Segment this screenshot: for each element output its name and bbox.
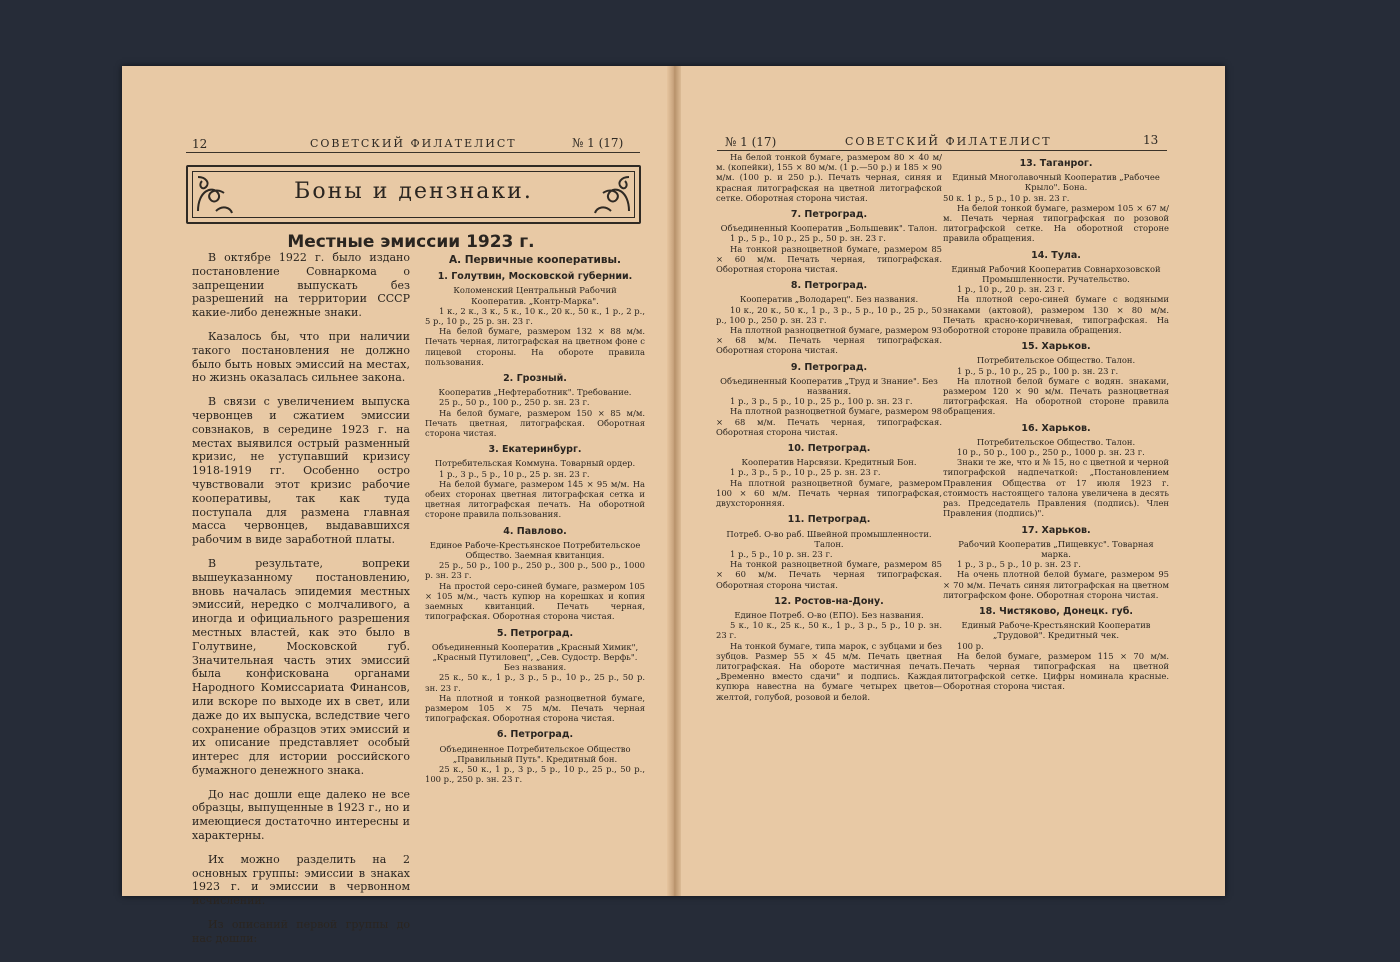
item-line: 1 к., 2 к., 3 к., 5 к., 10 к., 20 к., 50 к., 1 р., 2 р., 5 р., 10 р., 25 р. зн. 23 г.: [425, 305, 645, 327]
item-line: 100 р.: [957, 640, 984, 651]
page-number-left: 12: [192, 137, 208, 151]
item-line: Потребительское Общество. Талон.: [976, 355, 1136, 366]
item-description: [943, 620, 1169, 691]
item-line: 1 р., 3 р., 5 р., 10 р., 25 р. зн. 23 г.: [730, 467, 881, 478]
item-heading: 16. Харьков.: [1021, 422, 1091, 434]
banner-title: Боны и дензнаки.: [294, 179, 533, 204]
item-line: Единое Потреб. О-во (ЕПО). Без названия.: [734, 609, 924, 620]
item-line: На простой серо-синей бумаге, размером 105 × 105 м/м., часть купюр на корешках и копия заемных квитанций. Печать черная, типографская. Оборотная сторона чистая.: [425, 580, 645, 622]
item-line: Потреб. О-во раб. Швейной промышленности. Талон.: [726, 528, 932, 549]
item-line: Рабочий Кооператив „Пищевкус". Товарная марка.: [958, 538, 1154, 559]
item-line: Кооператив Нарсвязи. Кредитный Бон.: [741, 457, 917, 468]
item-line: Объединенный Кооператив „Труд и Знание". Без названия.: [720, 375, 938, 397]
magazine-spread: [122, 66, 1225, 945]
item-line: 25 р., 50 р., 100 р., 250 р., 300 р., 500 р., 1000 р. зн. 23 г.: [425, 560, 645, 581]
item-description: [716, 376, 942, 437]
item-line: На плотной серо-синей бумаге с водяными знаками (актовой), размером 130 × 80 м/м. Печать красно-коричневая, типографская. На оборотной стороне правила обращения.: [943, 294, 1169, 336]
article-paragraph: До нас дошли еще далеко не все образцы, выпущенные в 1923 г., но и имеющиеся достаточно интересны и характерны.: [192, 787, 410, 843]
catalog-items-left: [425, 272, 645, 784]
page-number-right: 13: [1143, 133, 1159, 147]
item-line: Единый Рабочий Кооператив Совнархозовской Промышленности. Ручательство.: [951, 263, 1161, 285]
item-line: Единый Многолавочный Кооператив „Рабочее Крыло". Бона.: [952, 172, 1160, 193]
article-paragraph: Из описаний первой группы до нас дошли:: [192, 918, 410, 945]
item-heading: 12. Ростов-на-Дону.: [774, 595, 884, 607]
item-line: Знаки те же, что и № 15, но с цветной и черной типографской надпечаткой: „Постановлением Правления Общества от 17 июля 1923 г. стоимость настоящего талона увеличена в десять раз. Председатель Правления (подпись). Член Правления (подпись)".: [943, 457, 1169, 519]
catalog-column-left-page: [425, 249, 645, 784]
item-line: 1 р., 3 р., 5 р., 10 р., 25 р., 100 р. зн. 23 г.: [730, 396, 913, 407]
item-line: Кооператив „Володарец". Без названия.: [739, 294, 919, 305]
right-page: [681, 66, 1225, 896]
item-line: 1 р., 5 р., 10 р. зн. 23 г.: [730, 548, 833, 559]
article-paragraph: Их можно разделить на 2 основных группы: эмиссии в знаках 1923 г. и эмиссии в червонном исчислении.: [192, 852, 410, 908]
item-line: 25 к., 50 к., 1 р., 3 р., 5 р., 10 р., 25 р., 50 р., 100 р., 250 р. зн. 23 г.: [425, 763, 645, 785]
book-gutter: [667, 66, 681, 896]
item-line: 5 к., 10 к., 25 к., 50 к., 1 р., 3 р., 5 р., 10 р. зн. 23 г.: [716, 620, 942, 641]
catalog-column-right-b: [943, 152, 1169, 692]
issue-number-right: № 1 (17): [725, 135, 777, 149]
item-heading: 18. Чистяково, Донецк. губ.: [979, 605, 1133, 617]
item-heading: 13. Таганрог.: [1019, 158, 1093, 169]
article-paragraph: В связи с увеличением выпуска червонцев и сжатием эмиссии совзнаков, в середине 1923 г. на местах выявился острый разменный кризис, не уступавший кризису 1918-1919 гг. Особенно остро чувствовали этот кризис рабочие кооперативы, так как туда поступала для размена главная масса червонцев, выдававшихся рабочим в виде заработной платы.: [192, 395, 410, 547]
item-line: На белой бумаге, размером 150 × 85 м/м. Печать цветная, литографская. Оборотная сторона чистая.: [425, 407, 645, 439]
item-description: [425, 387, 645, 438]
item-line: На белой бумаге, размером 132 × 88 м/м. Печать черная, литографская на цветном фоне с лицевой стороны. На обороте правила пользования.: [425, 326, 645, 367]
item-heading: 4. Павлово.: [503, 525, 567, 537]
item-line: 1 р., 5 р., 10 р., 25 р., 50 р. зн. 23 г.: [730, 233, 886, 244]
item-line: На очень плотной белой бумаге, размером 95 × 70 м/м. Печать синяя литографская на цветном литографском фоне. Оборотная сторона чистая.: [943, 569, 1169, 600]
item-line: 10 р., 50 р., 100 р., 250 р., 1000 р. зн. 23 г.: [957, 447, 1145, 458]
item-line: 25 к., 50 к., 1 р., 3 р., 5 р., 10 р., 25 р., 50 р. зн. 23 г.: [425, 672, 645, 693]
item-line: Потребительское Общество. Талон.: [976, 436, 1136, 447]
item-line: 1 р., 3 р., 5 р., 10 р., 25 р. зн. 23 г.: [439, 468, 590, 479]
item-line: На белой бумаге, размером 145 × 95 м/м. На обеих сторонах цветная литографская сетка и цветная литографская печать. На оборотной стороне правила пользования.: [425, 478, 645, 520]
item-line: На белой тонкой бумаге, размером 105 × 67 м/м. Печать черная типографская по розовой литографской сетке. На оборотной стороне правила обращения.: [943, 202, 1169, 244]
article-headline: Местные эмиссии 1923 г.: [287, 232, 535, 252]
item-description: [425, 458, 645, 519]
header-rule-right: [717, 150, 1167, 151]
item-heading: 14. Тула.: [1031, 249, 1081, 261]
item-heading: 11. Петроград.: [787, 514, 871, 526]
item-line: 10 к., 20 к., 50 к., 1 р., 3 р., 5 р., 10 р., 25 р., 50 р., 100 р., 250 р. зн. 23 г.: [716, 304, 942, 325]
catalog-column-right-a: [716, 152, 942, 702]
item-line: На плотной разноцветной бумаге, размером 100 × 60 м/м. Печать черная типографская, двухсторонняя.: [716, 477, 942, 509]
header-rule-left: [186, 152, 640, 153]
section-banner: [186, 165, 641, 224]
item-line: На тонкой бумаге, типа марок, с зубцами и без зубцов. Размер 55 × 45 м/м. Печать цветная литографская. На обороте мастичная печать. „Временно вместо сдачи" и подпись. Каждая купюра навестна на бумаге четырех цветов—желтой, голубой, розовой и белой.: [716, 640, 942, 702]
item-heading: 9. Петроград.: [790, 361, 868, 373]
item-heading: 6. Петроград.: [496, 729, 574, 741]
item-description: [425, 642, 645, 724]
item-heading: 17. Харьков.: [1021, 524, 1091, 536]
item-line: 25 р., 50 р., 100 р., 250 р. зн. 23 г.: [439, 397, 590, 408]
item-description: [943, 437, 1169, 519]
article-body-column: [192, 251, 410, 956]
item-description: [943, 264, 1169, 335]
article-paragraph: В октябре 1922 г. было издано постановление Совнаркома о запрещении выпускать без разрешений на территории СССР какие-либо денежные знаки.: [192, 251, 410, 320]
item-line: Коломенский Центральный Рабочий Кооператив. „Контр-Марка".: [453, 285, 617, 306]
item-line: На белой тонкой бумаге, размером 80 × 40 м/м. (копейки), 155 × 80 м/м. (1 р.—50 р.) и 185 × 90 м/м. (100 р. и 250 р.). Печать черная, синяя и красная литографская на цветной литографской сетке. Оборотная сторона чистая.: [716, 152, 942, 203]
article-paragraph: В результате, вопреки вышеуказанному постановлению, вновь началась эпидемия местных эмиссий, нередко с молчаливого, а иногда и официального разрешения местных властей, как это было в Голутвине, Московской губ. Значительная часть этих эмиссий была конфискована органами Народного Комиссариата Финансов, или вскоре по выходе их в свет, или даже до их выпуска, вследствие чего сохранение образцов этих эмиссий и их описание представляет особый интерес для истории российского бумажного денежного знака.: [192, 556, 410, 777]
item-description: [716, 529, 942, 590]
issue-number-left: № 1 (17): [572, 136, 624, 150]
item-line: Объединенное Потребительское Общество „Правильный Путь". Кредитный бон.: [439, 743, 631, 764]
item-line: Объединенный Кооператив „Большевик". Талон.: [720, 223, 938, 234]
item-line: 1 р., 10 р., 20 р. зн. 23 г.: [957, 284, 1065, 295]
item-line: На белой бумаге, размером 115 × 70 м/м. Печать черная типографская на цветной литографской сетке. Цифры номинала красные. Оборотная сторона чистая.: [943, 650, 1169, 692]
item-line: Единое Рабоче-Крестьянское Потребительское Общество. Заемная квитанция.: [429, 539, 641, 561]
right-ornament-icon: [589, 171, 635, 217]
item-description: [716, 152, 942, 203]
article-paragraph: Казалось бы, что при наличии такого постановления не должно было быть новых эмиссий на местах, но жизнь оказалась сильнее закона.: [192, 329, 410, 385]
item-heading: 3. Екатеринбург.: [488, 444, 582, 456]
item-description: [425, 285, 645, 367]
item-line: 50 к. 1 р., 5 р., 10 р. зн. 23 г.: [943, 192, 1070, 203]
item-line: Кооператив „Нефтеработник". Требование.: [438, 387, 632, 398]
item-heading: 15. Харьков.: [1021, 341, 1091, 353]
left-page: [122, 66, 667, 945]
item-heading: 8. Петроград.: [790, 280, 868, 292]
section-subheading: А. Первичные кооперативы.: [448, 254, 622, 266]
item-line: На плотной разноцветной бумаге, размером 98 × 68 м/м. Печать черная, типографская. Оборотная сторона чистая.: [716, 406, 942, 437]
item-description: [943, 539, 1169, 600]
item-description: [716, 223, 942, 274]
item-line: Единый Рабоче-Крестьянский Кооператив „Трудовой". Кредитный чек.: [961, 620, 1151, 641]
item-description: [425, 540, 645, 622]
item-line: На плотной белой бумаге с водян. знаками, размером 120 × 90 м/м. Печать разноцветная литографская. На оборотной стороне правила обращения.: [943, 375, 1169, 417]
item-description: [943, 172, 1169, 243]
item-description: [716, 457, 942, 508]
item-heading: 10. Петроград.: [787, 443, 871, 455]
journal-title-right: СОВЕТСКИЙ ФИЛАТЕЛИСТ: [845, 135, 1052, 148]
item-description: [716, 610, 942, 702]
item-line: На тонкой разноцветной бумаге, размером 85 × 60 м/м. Печать черная, типографская. Оборотная сторона чистая.: [716, 243, 942, 275]
item-description: [716, 294, 942, 355]
journal-title-left: СОВЕТСКИЙ ФИЛАТЕЛИСТ: [310, 137, 517, 150]
item-line: На тонкой разноцветной бумаге, размером 85 × 60 м/м. Печать черная типографская. Оборотная сторона чистая.: [716, 559, 942, 590]
item-heading: 2. Грозный.: [503, 373, 567, 385]
item-heading: 5. Петроград.: [496, 627, 574, 639]
item-heading: 7. Петроград.: [790, 209, 868, 221]
item-line: На плотной разноцветной бумаге, размером 93 × 68 м/м. Печать черная типографская. Оборотная сторона чистая.: [716, 325, 942, 356]
item-description: [425, 744, 645, 785]
item-line: Объединенный Кооператив „Красный Химик", „Красный Путиловец", „Сев. Судостр. Верфь". Без названия.: [431, 641, 639, 673]
item-line: 1 р., 3 р., 5 р., 10 р. зн. 23 г.: [957, 559, 1081, 570]
item-line: На плотной и тонкой разноцветной бумаге, размером 105 × 75 м/м. Печать черная типографская. Оборотная сторона чистая.: [425, 692, 645, 724]
item-heading: 1. Голутвин, Московской губернии.: [437, 271, 633, 283]
item-description: [943, 355, 1169, 416]
item-line: 1 р., 5 р., 10 р., 25 р., 100 р. зн. 23 г.: [957, 365, 1119, 376]
item-line: Потребительская Коммуна. Товарный ордер.: [434, 458, 636, 469]
